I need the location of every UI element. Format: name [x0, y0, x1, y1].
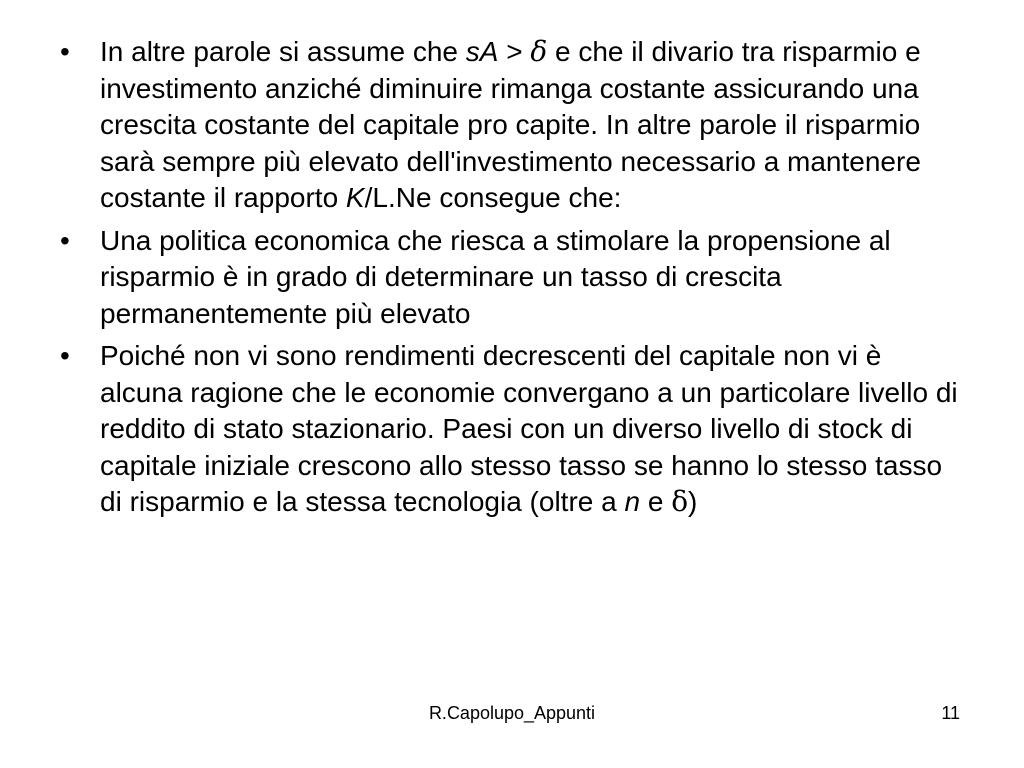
- bullet-3-e: e: [640, 486, 672, 517]
- bullet-dot-icon: •: [60, 36, 70, 67]
- bullet-2-text: Una politica economica che riesca a stimolare la propensione al risparmio è in grado di determinare un tasso di crescita permanentemente più elevato: [100, 224, 891, 329]
- bullet-1-sA: sA: [465, 36, 499, 67]
- bullet-3-text-a: Poiché non vi sono rendimenti decrescenti del capitale non vi è alcuna ragione che le economie convergano a un particolare livello di reddito di stato stazionario. Paesi con un diverso livello di stock di capitale iniziale crescono allo stesso tasso se hanno lo stesso tasso di risparmio e la stessa tecnologia (oltre a: [100, 340, 958, 517]
- bullet-3-delta: δ: [671, 485, 689, 518]
- bullet-1-K: K: [345, 182, 365, 213]
- bullet-item-2: [60, 223, 970, 333]
- bullet-item-3: [60, 338, 970, 521]
- bullet-dot-icon: •: [60, 224, 70, 256]
- bullet-1-text-a: In altre parole si assume che: [100, 36, 466, 67]
- bullet-3-close: ): [688, 486, 698, 517]
- page-number: 11: [941, 703, 960, 723]
- footer-author: R.Capolupo_Appunti: [428, 703, 596, 723]
- bullet-3-n: n: [624, 486, 641, 517]
- bullet-1-text-c: /L.Ne consegue che:: [364, 182, 622, 213]
- bullet-list: [60, 34, 970, 527]
- bullet-dot-icon: •: [60, 340, 70, 371]
- bullet-item-1: [60, 34, 970, 217]
- bullet-1-gt: >: [498, 36, 531, 67]
- bullet-1-text-b: e che il divario tra risparmio e investimento anziché diminuire rimanga costante assicurando una crescita costante del capitale pro capite. In altre parole il risparmio sarà sempre più elevato dell'investimento necessario a mantenere costante il rapporto: [100, 36, 921, 213]
- bullet-1-delta: δ: [530, 35, 548, 68]
